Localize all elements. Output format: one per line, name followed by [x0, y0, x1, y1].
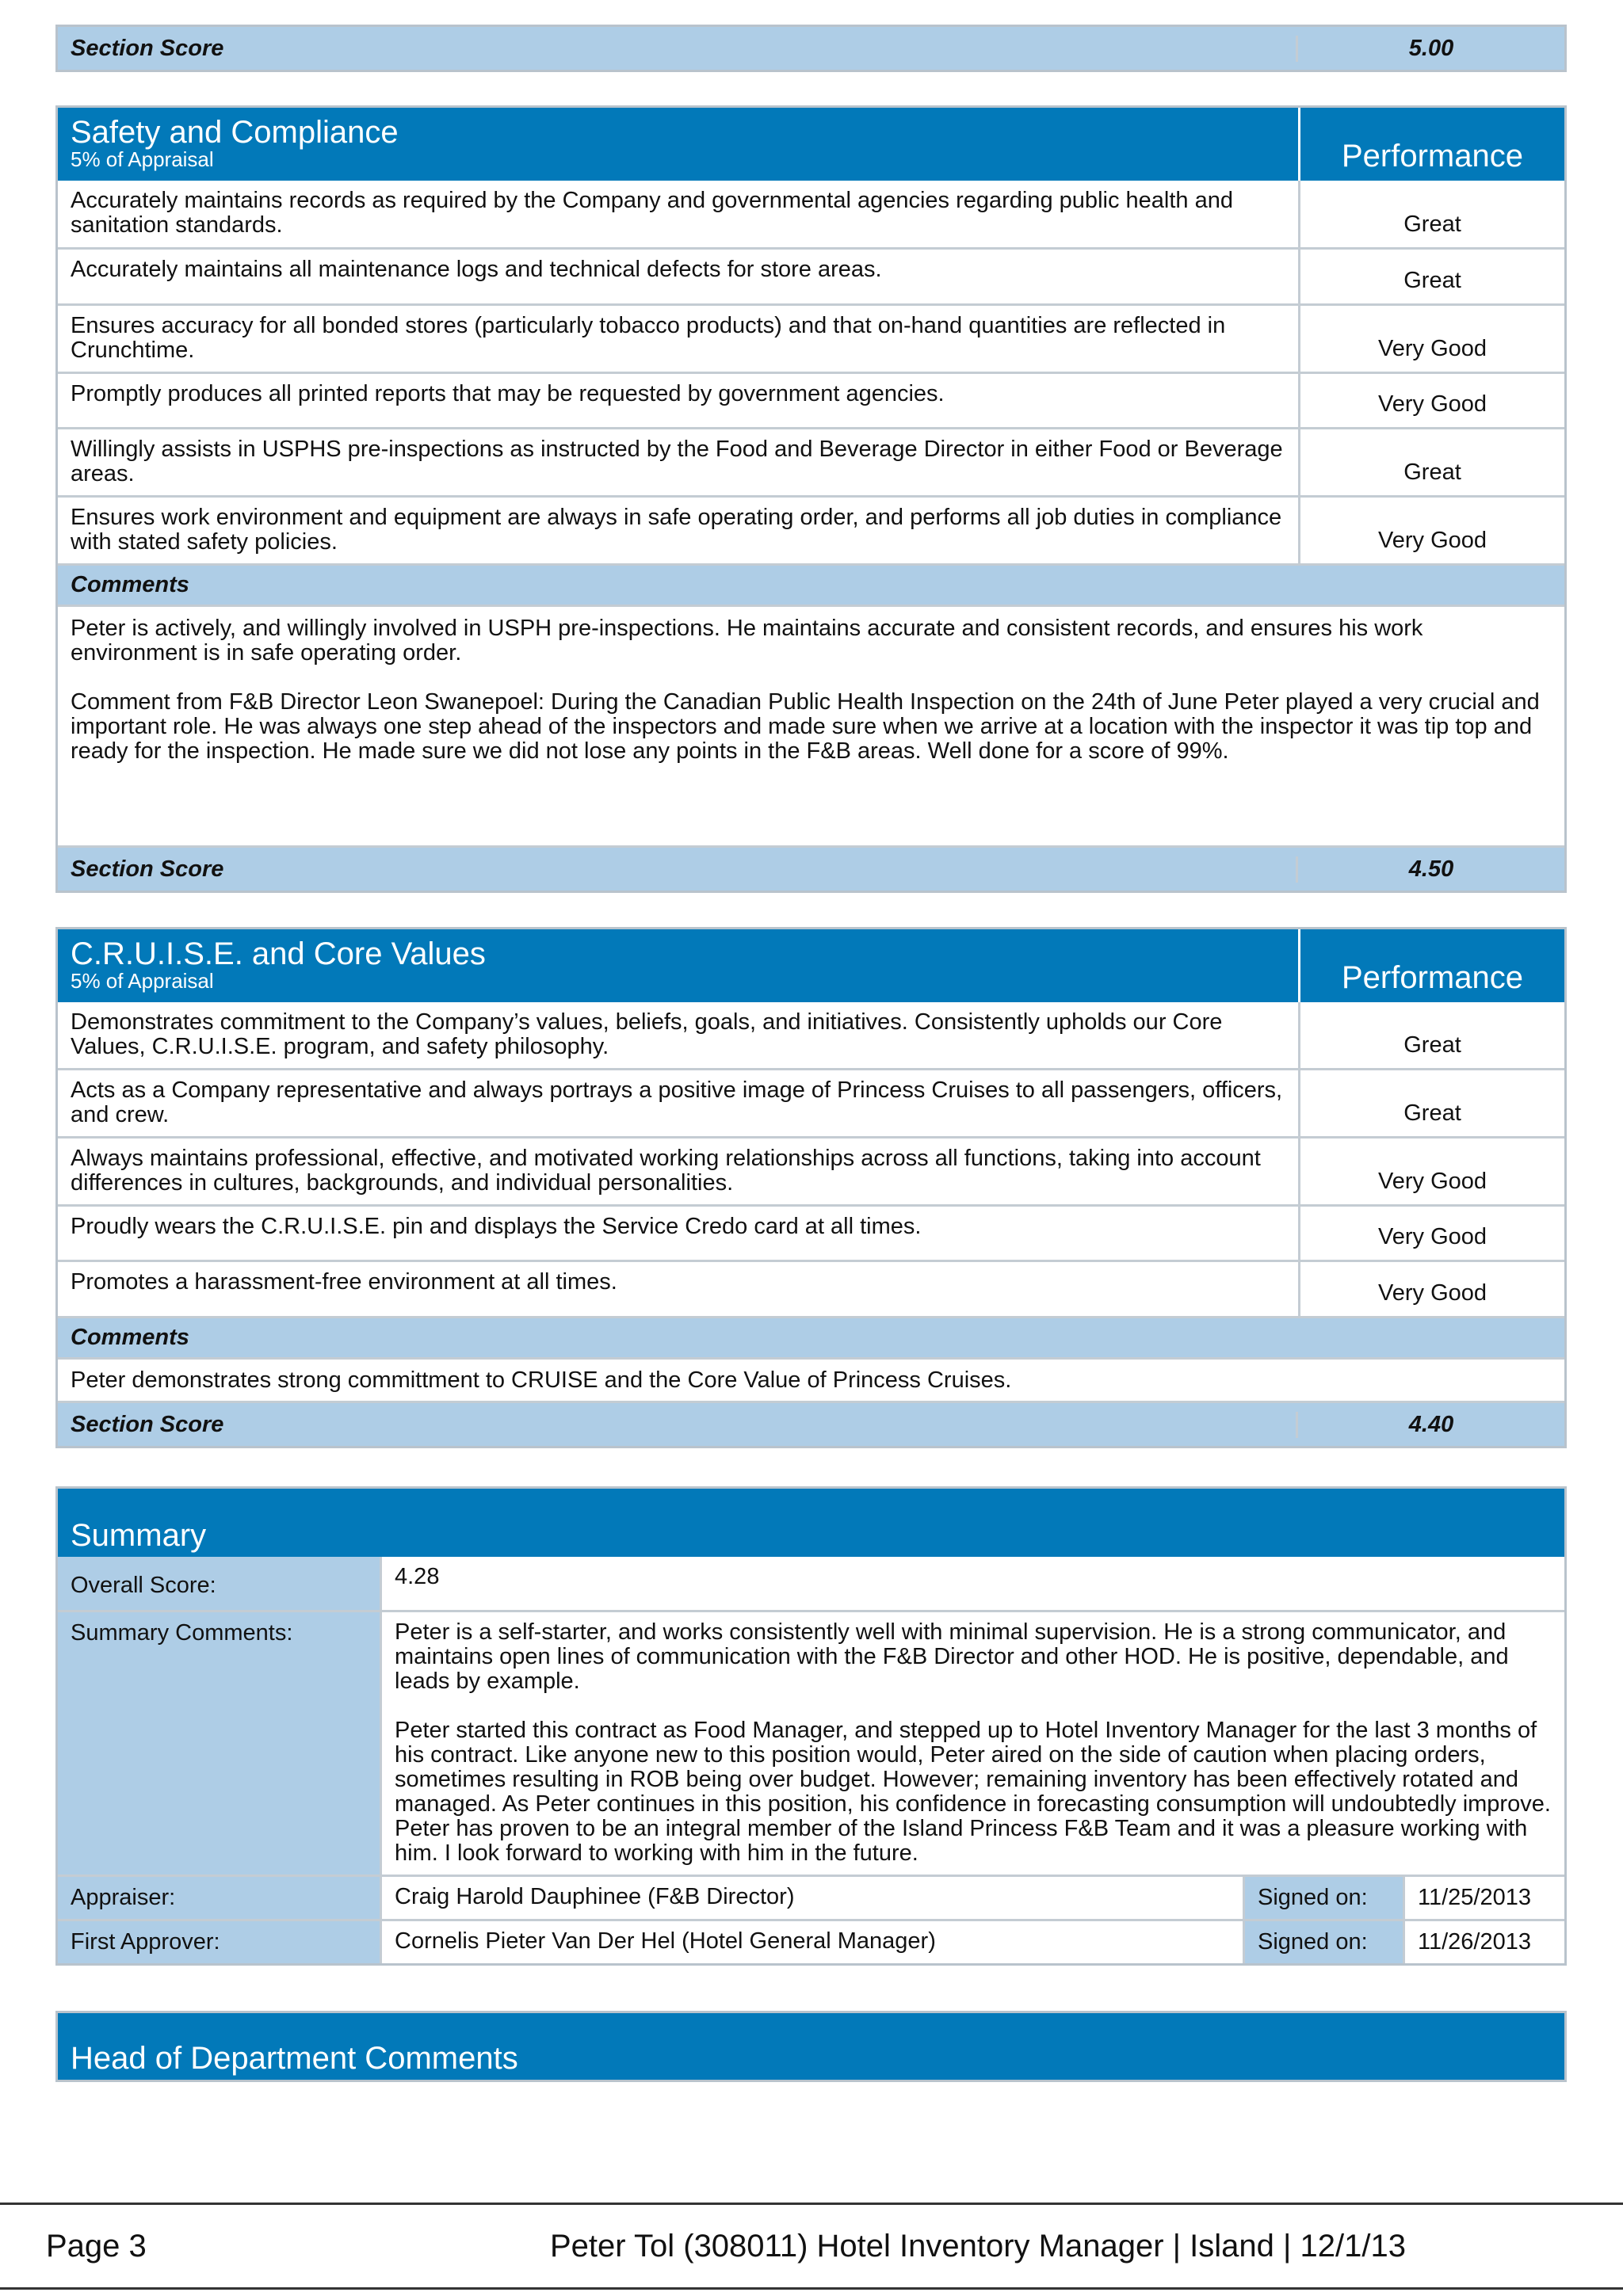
section-score-value: 4.50	[1296, 856, 1564, 883]
criterion-row	[58, 250, 1564, 306]
signed-on-label: Signed on:	[1243, 1921, 1403, 1963]
safety-compliance-section	[55, 105, 1567, 893]
criterion-text: Accurately maintains records as required by the Company and governmental agencies regarding public health and sanitation standards.	[71, 188, 1233, 238]
criterion-rating: Great	[1298, 1002, 1564, 1068]
criterion-row	[58, 1262, 1564, 1318]
criterion-rating: Very Good	[1298, 1138, 1564, 1204]
comments-text	[58, 1360, 1564, 1403]
summary-section	[55, 1486, 1567, 1966]
criterion-text: Ensures accuracy for all bonded stores (particularly tobacco products) and that on-hand quantities are reflected in Crunchtime.	[71, 313, 1226, 363]
criterion-rating: Great	[1298, 250, 1564, 303]
section-title: Safety and Compliance	[71, 115, 399, 150]
section-score-label: Section Score	[71, 1411, 224, 1437]
performance-header: Performance	[1298, 108, 1564, 181]
approver-name: Cornelis Pieter Van Der Hel (Hotel General Manager)	[380, 1921, 1243, 1963]
comment-paragraph: Peter demonstrates strong committment to CRUISE and the Core Value of Princess Cruises.	[71, 1367, 1012, 1393]
criterion-row	[58, 1207, 1564, 1262]
approver-label: First Approver:	[58, 1921, 380, 1963]
criterion-row	[58, 1138, 1564, 1207]
criterion-text: Promotes a harassment-free environment at all times.	[71, 1269, 617, 1295]
criterion-text: Always maintains professional, effective, and motivated working relationships across all functions, taking into account differences in cultures, backgrounds, and individual personalities.	[71, 1146, 1261, 1196]
comments-label: Comments	[58, 566, 1564, 607]
criterion-rating: Great	[1298, 181, 1564, 247]
signed-on-label: Signed on:	[1243, 1877, 1403, 1919]
signed-on-date: 11/25/2013	[1403, 1877, 1564, 1919]
criterion-rating: Very Good	[1298, 306, 1564, 372]
overall-score-value: 4.28	[380, 1557, 1564, 1610]
comments-text	[58, 607, 1564, 848]
criterion-rating: Very Good	[1298, 374, 1564, 427]
section-score-label: Section Score	[71, 35, 224, 61]
criterion-row	[58, 429, 1564, 498]
document-info: Peter Tol (308011) Hotel Inventory Manager | Island | 12/1/13	[550, 2229, 1406, 2264]
criterion-text: Willingly assists in USPHS pre-inspections as instructed by the Food and Beverage Director in either Food or Beverage areas.	[71, 437, 1283, 486]
criterion-rating: Very Good	[1298, 1207, 1564, 1260]
criterion-row	[58, 1070, 1564, 1138]
criterion-text: Proudly wears the C.R.U.I.S.E. pin and displays the Service Credo card at all times.	[71, 1214, 922, 1239]
comment-paragraph: Comment from F&B Director Leon Swanepoel: During the Canadian Public Health Inspection on the 24th of June Peter played a very crucial and important role. He was always one step ahead of the inspectors and made sure when we arrive at a location with the inspector it was tip top and ready for the inspection. He made sure we did not lose any points in the F&B areas. Well done for a score of 99%.	[71, 689, 1540, 764]
page-number: Page 3	[46, 2229, 147, 2264]
signed-on-date: 11/26/2013	[1403, 1921, 1564, 1963]
hod-title: Head of Department Comments	[71, 2041, 518, 2076]
appraiser-label: Appraiser:	[58, 1877, 380, 1919]
criterion-text: Ensures work environment and equipment are always in safe operating order, and performs all job duties in compliance with stated safety policies.	[71, 505, 1282, 555]
criterion-row	[58, 498, 1564, 566]
section-score-value: 4.40	[1296, 1412, 1564, 1438]
criterion-row	[58, 1002, 1564, 1070]
page-footer	[0, 2203, 1623, 2290]
overall-score-row	[58, 1557, 1564, 1612]
section-score-value: 5.00	[1296, 36, 1564, 62]
criterion-text: Promptly produces all printed reports that may be requested by government agencies.	[71, 381, 945, 406]
summary-comments-row	[58, 1612, 1564, 1877]
section-header	[58, 929, 1564, 1002]
appraiser-row	[58, 1877, 1564, 1921]
section-weight: 5% of Appraisal	[71, 969, 214, 993]
criterion-text: Acts as a Company representative and always portrays a positive image of Princess Cruises to all passengers, officers, and crew.	[71, 1077, 1283, 1127]
criterion-rating: Very Good	[1298, 1262, 1564, 1316]
overall-score-label: Overall Score:	[58, 1557, 380, 1610]
summary-comments-label: Summary Comments:	[58, 1612, 380, 1875]
criterion-rating: Great	[1298, 1070, 1564, 1136]
summary-title: Summary	[71, 1518, 207, 1553]
summary-header	[58, 1489, 1564, 1557]
performance-header: Performance	[1298, 929, 1564, 1002]
hod-header	[58, 2013, 1564, 2080]
criterion-text: Demonstrates commitment to the Company’s values, beliefs, goals, and initiatives. Consistently upholds our Core Values, C.R.U.I.S.E. program, and safety philosophy.	[71, 1009, 1223, 1059]
approver-row	[58, 1921, 1564, 1963]
section-score-label: Section Score	[71, 856, 224, 882]
section-header	[58, 108, 1564, 181]
summary-comments-text	[380, 1612, 1564, 1875]
criterion-row	[58, 306, 1564, 374]
criterion-text: Accurately maintains all maintenance logs and technical defects for store areas.	[71, 257, 882, 282]
section-weight: 5% of Appraisal	[71, 147, 214, 171]
hod-comments-section	[55, 2011, 1567, 2082]
summary-paragraph: Peter started this contract as Food Manager, and stepped up to Hotel Inventory Manager for the last 3 months of his contract. Like anyone new to this position would, Peter aired on the side of caution when placing orders, sometimes resulting in ROB being over budget. However; remaining inventory has been effectively rotated and managed. As Peter continues in this position, his confidence in forecasting consumption will undoubtedly improve. Peter has proven to be an integral member of the Island Princess F&B Team and it was a pleasure working with him. I look forward to working with him in the future.	[395, 1718, 1551, 1866]
criterion-row	[58, 181, 1564, 250]
comments-label: Comments	[58, 1318, 1564, 1360]
comment-paragraph: Peter is actively, and willingly involved in USPH pre-inspections. He maintains accurate and consistent records, and ensures his work environment is in safe operating order.	[71, 616, 1423, 666]
appraiser-name: Craig Harold Dauphinee (F&B Director)	[380, 1877, 1243, 1919]
criterion-row	[58, 374, 1564, 429]
previous-section-score	[55, 25, 1567, 72]
summary-paragraph: Peter is a self-starter, and works consistently well with minimal supervision. He is a strong communicator, and maintains open lines of communication with the F&B Director and other HOD. He is positive, dependable, and leads by example.	[395, 1619, 1509, 1694]
criterion-rating: Very Good	[1298, 498, 1564, 563]
cruise-core-values-section	[55, 927, 1567, 1448]
criterion-rating: Great	[1298, 429, 1564, 495]
section-title: C.R.U.I.S.E. and Core Values	[71, 936, 486, 971]
